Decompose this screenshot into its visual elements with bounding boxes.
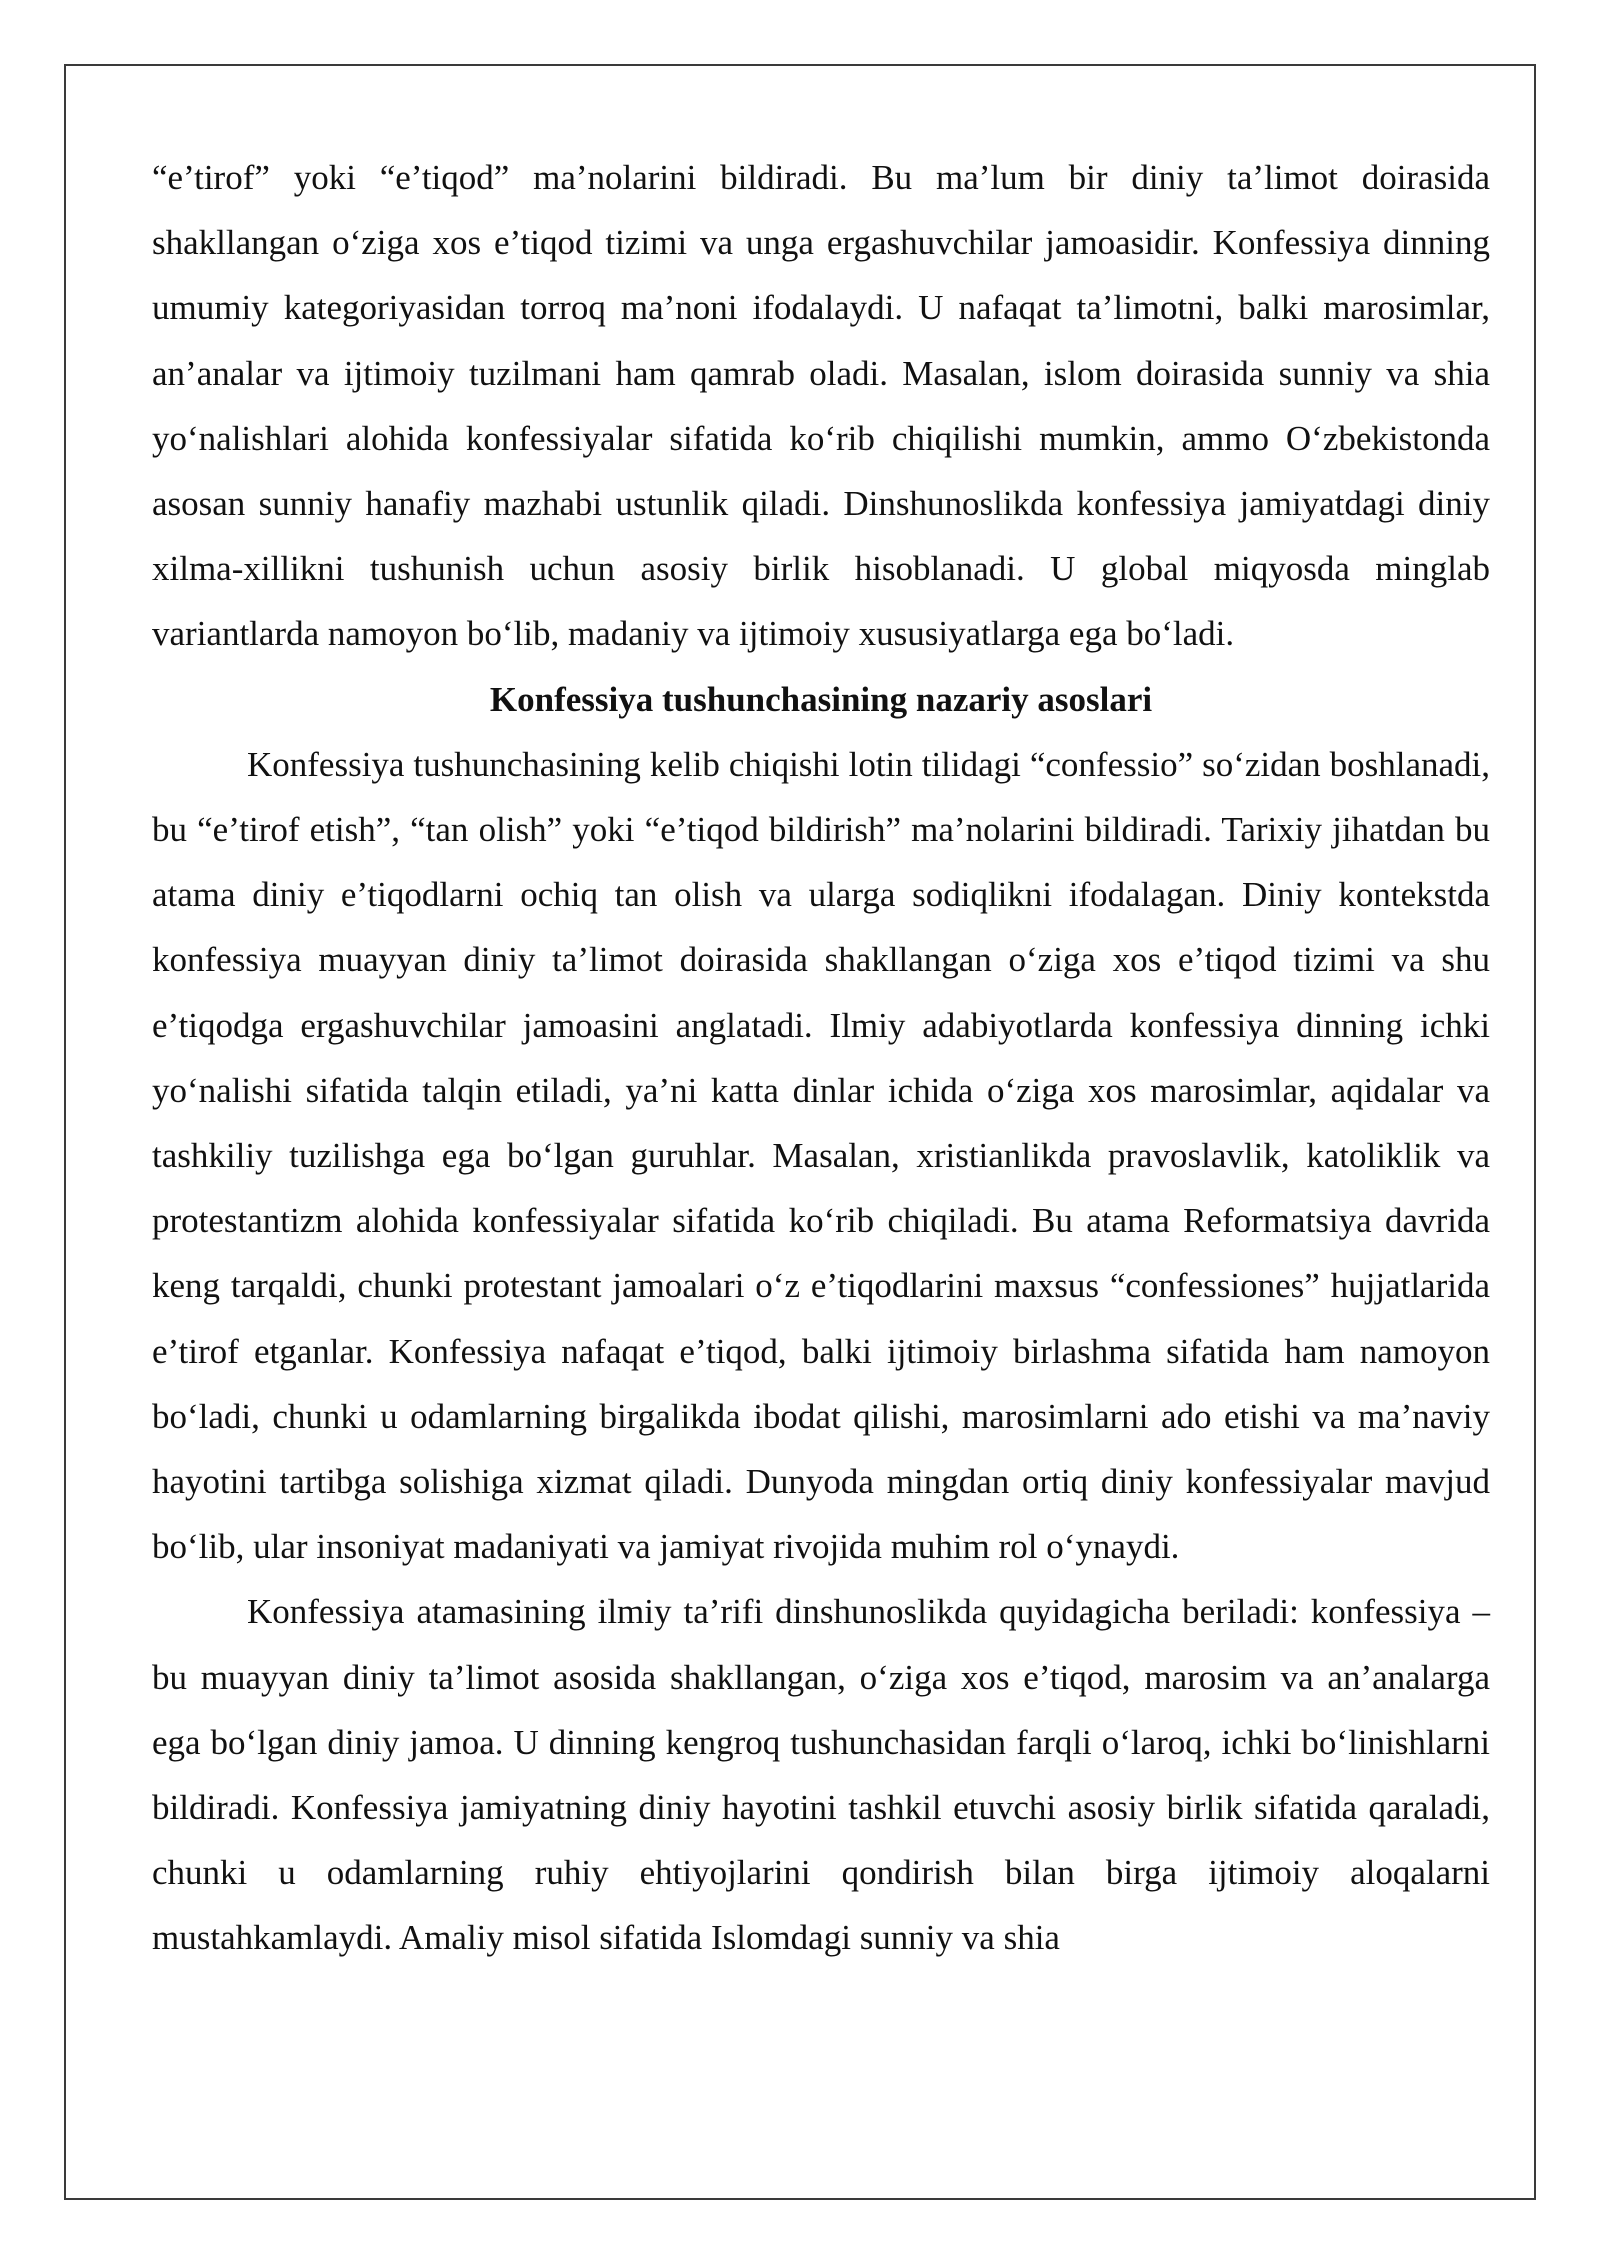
paragraph-origin: Konfessiya tushunchasining kelib chiqishi lotin tilidagi “confessio” so‘zidan boshlanadi, bu “e’tirof etish”, “tan olish” yoki “e’tiqod bildirish” ma’nolarini bildiradi. Tarixiy jihatdan bu atama diniy e’tiqodlarni ochiq tan olish va ularga sodiqlikni ifodalagan. Diniy kontekstda konfessiya muayyan diniy ta’limot doirasida shakllangan o‘ziga xos e’tiqod tizimi va shu e’tiqodga ergashuvchilar jamoasini anglatadi. Ilmiy adabiyotlarda konfessiya dinning ichki yo‘nalishi sifatida talqin etiladi, ya’ni katta dinlar ichida o‘ziga xos marosimlar, aqidalar va tashkiliy tuzilishga ega bo‘lgan guruhlar. Masalan, xristianlikda pravoslavlik, katoliklik va protestantizm alohida konfessiyalar sifatida ko‘rib chiqiladi. Bu atama Reformatsiya davrida keng tarqaldi, chunki protestant jamoalari o‘z e’tiqodlarini maxsus “confessiones” hujjatlarida e’tirof etganlar. Konfessiya nafaqat e’tiqod, balki ijtimoiy birlashma sifatida ham namoyon bo‘ladi, chunki u odamlarning birgalikda ibodat qilishi, marosimlarni ado etishi va ma’naviy hayotini tartibga solishiga xizmat qiladi. Dunyoda mingdan ortiq diniy konfessiyalar mavjud bo‘lib, ular insoniyat madaniyati va jamiyat rivojida muhim rol o‘ynaydi. (152, 744, 1490, 1567)
document-body (152, 145, 1490, 1971)
paragraph-continuation: “e’tirof” yoki “e’tiqod” ma’nolarini bildiradi. Bu ma’lum bir diniy ta’limot doirasida shakllangan o‘ziga xos e’tiqod tizimi va unga ergashuvchilar jamoasidir. Konfessiya dinning umumiy kategoriyasidan torroq ma’noni ifodalaydi. U nafaqat ta’limotni, balki marosimlar, an’analar va ijtimoiy tuzilmani ham qamrab oladi. Masalan, islom doirasida sunniy va shia yo‘nalishlari alohida konfessiyalar sifatida ko‘rib chiqilishi mumkin, ammo O‘zbekistonda asosan sunniy hanafiy mazhabi ustunlik qiladi. Dinshunoslikda konfessiya jamiyatdagi diniy xilma-xillikni tushunish uchun asosiy birlik hisoblanadi. U global miqyosda minglab variantlarda namoyon bo‘lib, madaniy va ijtimoiy xususiyatlarga ega bo‘ladi. (152, 158, 1490, 654)
section-heading: Konfessiya tushunchasining nazariy asoslari (489, 679, 1153, 719)
paragraph-definition: Konfessiya atamasining ilmiy ta’rifi dinshunoslikda quyidagicha beriladi: konfessiya – bu muayyan diniy ta’limot asosida shakllangan, o‘ziga xos e’tiqod, marosim va an’analarga ega bo‘lgan diniy jamoa. U dinning kengroq tushunchasidan farqli o‘laroq, ichki bo‘linishlarni bildiradi. Konfessiya jamiyatning diniy hayotini tashkil etuvchi asosiy birlik sifatida qaraladi, chunki u odamlarning ruhiy ehtiyojlarini qondirish bilan birga ijtimoiy aloqalarni mustahkamlaydi. Amaliy misol sifatida Islomdagi sunniy va shia (152, 1592, 1490, 1958)
